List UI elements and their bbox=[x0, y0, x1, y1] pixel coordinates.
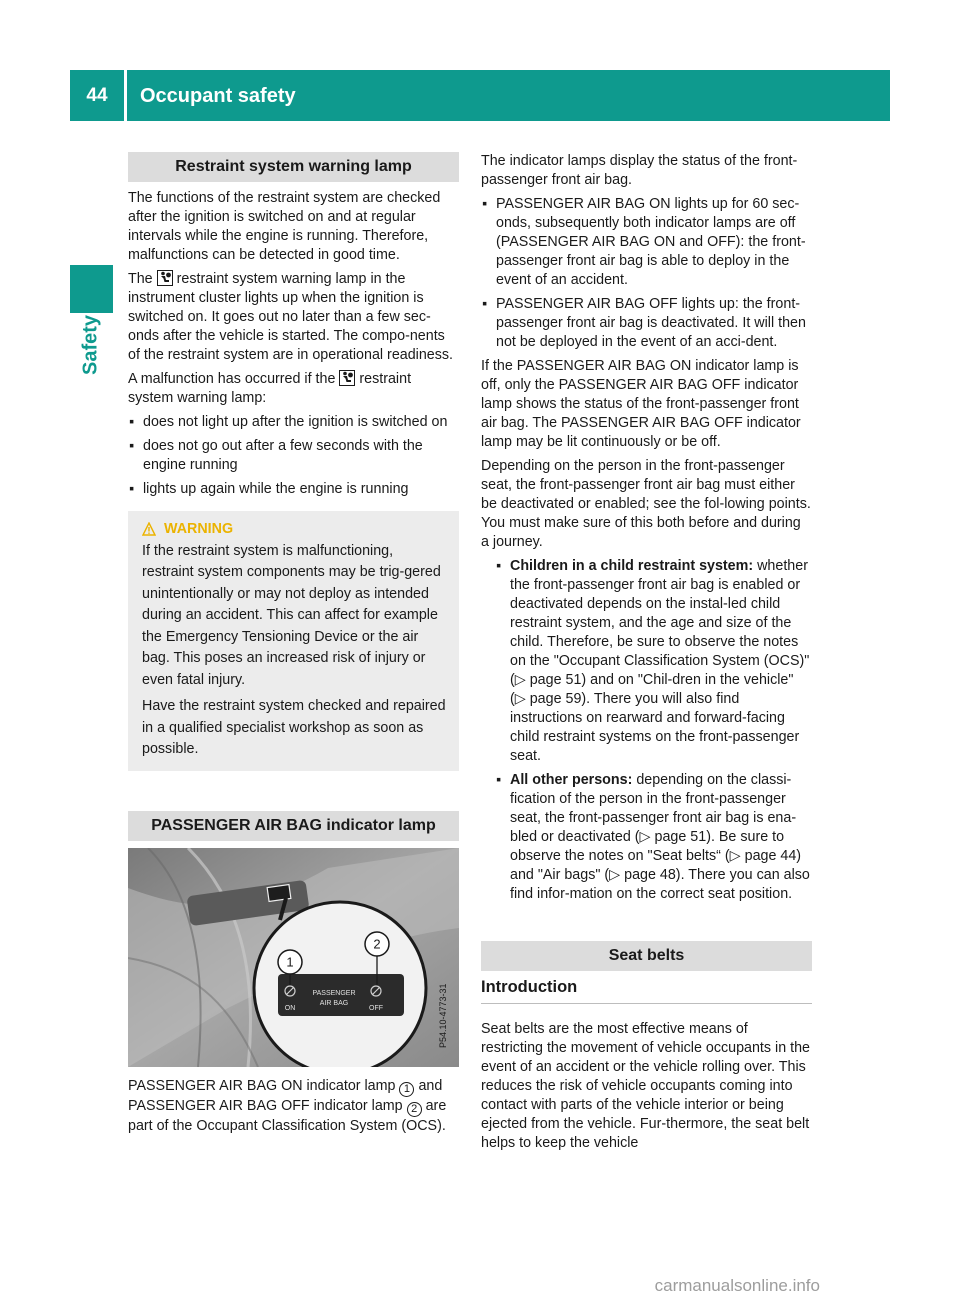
figure-code: P54.10-4773-31 bbox=[438, 982, 448, 1048]
warning-triangle-icon bbox=[142, 522, 156, 536]
callout-number-1: 1 bbox=[399, 1082, 414, 1097]
list-item: ▪ does not light up after the ignition is switched on bbox=[129, 414, 448, 430]
figure-label-on: ON bbox=[284, 1004, 296, 1012]
section-heading-restraint-lamp: Restraint system warning lamp bbox=[128, 152, 459, 182]
sidebar-tab-marker bbox=[70, 265, 113, 313]
header-divider bbox=[124, 70, 127, 121]
list-item: ▪ does not go out after a few seconds with the engine running bbox=[129, 438, 423, 473]
paragraph: If the PASSENGER AIR BAG ON indicator lamp is off, only the PASSENGER AIR BAG OFF indicator lamp shows the status of the front-passenger front air bag. The PASSENGER AIR BAG OFF indicator lamp may be lit continuously or be off. bbox=[481, 358, 801, 450]
warning-text: If the restraint system is malfunctioning, restraint system components may be trig-gered unintentionally or may not deploy as intended during an accident. This can affect for example the Emergency Tensioning Device or the air bag. This poses an increased risk of injury or even fatal injury. bbox=[142, 542, 441, 688]
paragraph: A malfunction has occurred if the restraint system warning lamp: bbox=[128, 371, 412, 406]
paragraph: Seat belts are the most effective means of restricting the movement of vehicle occupants in the event of an accident or the vehicle rolling over. This reduces the risk of vehicle occupants coming into contact with parts of the vehicle interior or being ejected from the vehicle. Fur-thermore, the seat belt helps to keep the vehicle bbox=[481, 1021, 810, 1151]
list-item: ▪ lights up again while the engine is running bbox=[129, 481, 409, 497]
list-item: ▪ Children in a child restraint system: whether the front-passenger front air bag is enabled or deactivated depends on the instal-led child restraint system, and the age and size of the child. Therefore, be sure to observe the notes on the "Occupant Classification System (OCS)" (▷ page 51) and on "Chil-dren in the vehicle" (▷ page 59). There you will also find instructions on rearward and forward-facing child restraint systems on the front-passenger seat. bbox=[496, 558, 810, 764]
bullet-icon: ▪ bbox=[496, 558, 502, 574]
right-column bbox=[481, 152, 812, 1158]
bullet-icon: ▪ bbox=[129, 414, 135, 430]
airbag-indicator-figure bbox=[128, 848, 459, 1067]
sidebar-chapter-label: Safety bbox=[79, 314, 102, 376]
bullet-icon: ▪ bbox=[482, 296, 488, 312]
warning-title: WARNING bbox=[142, 519, 447, 541]
figure-label-off: OFF bbox=[369, 1004, 383, 1012]
figure-caption: PASSENGER AIR BAG ON indicator lamp 1 and PASSENGER AIR BAG OFF indicator lamp 2 are part of the Occupant Classification System (OCS). bbox=[128, 1077, 447, 1134]
watermark: carmanualsonline.info bbox=[654, 1276, 820, 1295]
left-column bbox=[128, 152, 459, 1141]
restraint-system-warning-icon bbox=[339, 370, 355, 386]
callout-number-2: 2 bbox=[407, 1102, 422, 1117]
subsection-heading-introduction: Introduction bbox=[481, 978, 812, 1004]
bullet-icon: ▪ bbox=[129, 438, 135, 454]
bullet-icon: ▪ bbox=[129, 481, 135, 497]
list-item: ▪ PASSENGER AIR BAG OFF lights up: the front-passenger front air bag is deactivated. It will then not be deployed in the event of an acci-dent. bbox=[482, 296, 806, 350]
list-item: ▪ PASSENGER AIR BAG ON lights up for 60 sec-onds, subsequently both indicator lamps are off (PASSENGER AIR BAG ON and OFF): the front-passenger front air bag is able to deploy in the event of an accident. bbox=[482, 196, 806, 288]
section-heading-seat-belts: Seat belts bbox=[481, 941, 812, 971]
figure-callout-1: 1 bbox=[286, 954, 294, 969]
paragraph: Depending on the person in the front-passenger seat, the front-passenger front air bag must either be deactivated or enabled; see the fol-lowing points. You must make sure of this both before and during a journey. bbox=[481, 458, 811, 550]
restraint-system-warning-icon bbox=[157, 270, 173, 286]
list-item: ▪ All other persons: depending on the classi-fication of the person in the front-passenger seat, the front-passenger front air bag is ena-bled or deactivated (▷ page 51). Be sure to observe the notes on "Seat belts“ (▷ page 44) and "Air bags" (▷ page 48). There you can also find infor-mation on the correct seat position. bbox=[496, 772, 810, 902]
section-heading-passenger-airbag: PASSENGER AIR BAG indicator lamp bbox=[128, 811, 459, 841]
bullet-icon: ▪ bbox=[496, 772, 502, 788]
paragraph: The indicator lamps display the status of the front-passenger front air bag. bbox=[481, 153, 798, 188]
figure-panel-text: AIR BAG bbox=[319, 999, 349, 1007]
page-number: 44 bbox=[86, 85, 108, 106]
paragraph: The restraint system warning lamp in the instrument cluster lights up when the ignition is switched on. It goes out no later than a few sec-onds after the vehicle is started. The compo-nents of the restraint system are in operational readiness. bbox=[128, 271, 454, 363]
bullet-icon: ▪ bbox=[482, 196, 488, 212]
figure-callout-2: 2 bbox=[373, 936, 381, 951]
page-title: Occupant safety bbox=[140, 85, 296, 107]
figure-panel-text: PASSENGER bbox=[312, 989, 356, 997]
warning-box bbox=[128, 511, 459, 771]
paragraph: The functions of the restraint system are checked after the ignition is switched on and at regular intervals while the engine is running. Therefore, malfunctions can be detected in good time. bbox=[128, 190, 441, 263]
warning-text: Have the restraint system checked and repaired in a qualified specialist workshop as soon as possible. bbox=[142, 698, 446, 757]
